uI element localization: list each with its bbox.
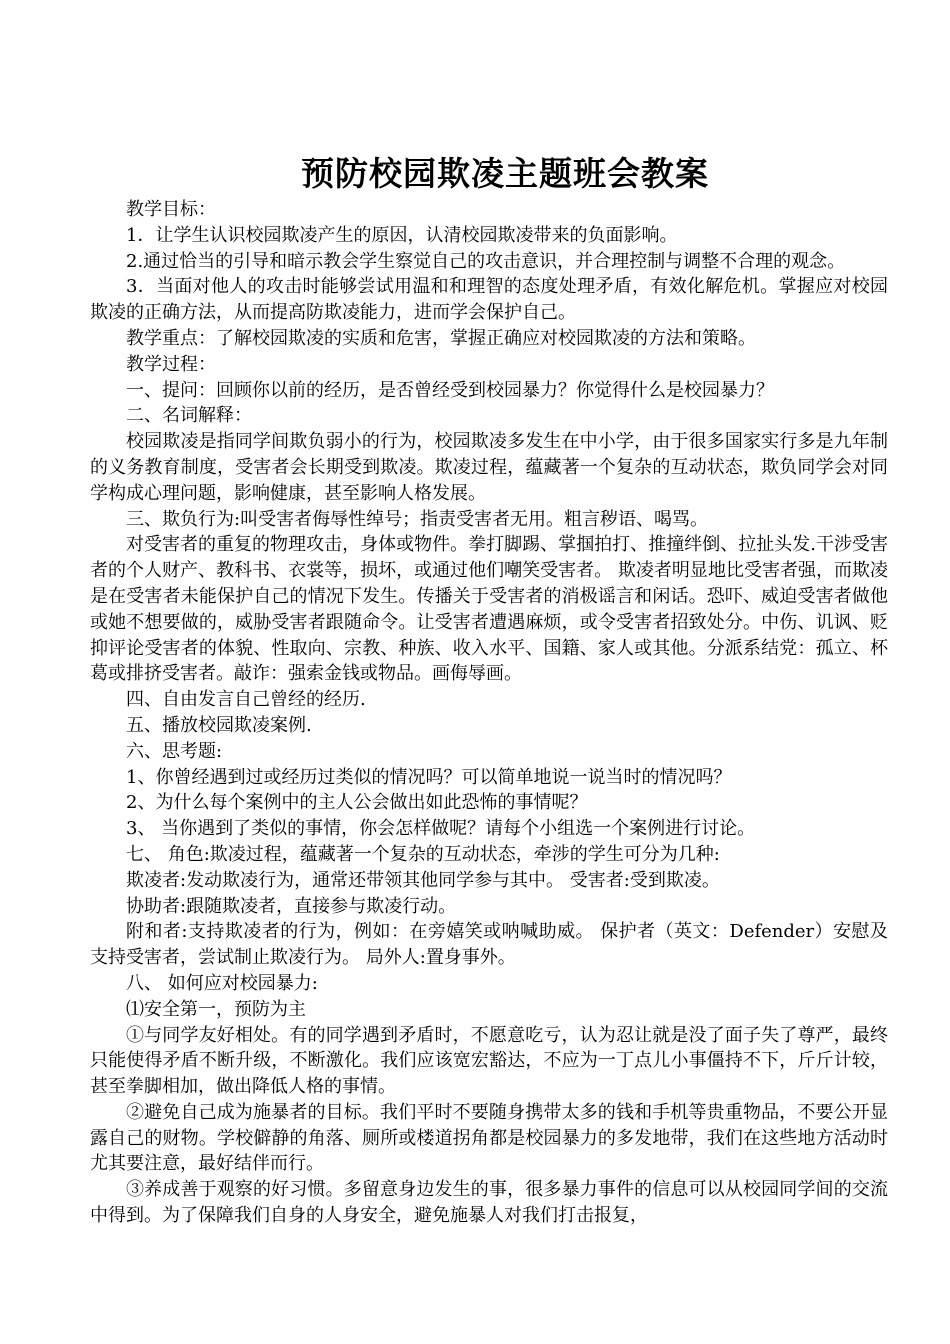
paragraph: 3．当面对他人的攻击时能够尝试用温和和理智的态度处理矛盾，有效化解危机。掌握应对校园欺凌的正确方法，从而提高防欺凌能力，进而学会保护自己。 — [90, 276, 888, 324]
paragraph: 一、提问：回顾你以前的经历，是否曾经受到校园暴力？你觉得什么是校园暴力？ — [126, 379, 774, 401]
paragraph: 教学过程： — [126, 353, 216, 375]
paragraph: 二、名词解释： — [126, 405, 252, 427]
paragraph: 1．让学生认识校园欺凌产生的原因，认清校园欺凌带来的负面影响。 — [126, 224, 678, 246]
paragraph: 教学重点：了解校园欺凌的实质和危害，掌握正确应对校园欺凌的方法和策略。 — [126, 327, 756, 349]
paragraph: ⑴安全第一，预防为主 — [126, 998, 306, 1020]
document-title: 预防校园欺凌主题班会教案 — [301, 154, 709, 193]
paragraph: ③养成善于观察的好习惯。多留意身边发生的事，很多暴力事件的信息可以从校园同学间的交流中得到。为了保障我们自身的人身安全，避免施暴人对我们打击报复， — [90, 1179, 888, 1227]
paragraph: 2.通过恰当的引导和暗示教会学生察觉自己的攻击意识，并合理控制与调整不合理的观念。 — [126, 250, 846, 272]
paragraph: ①与同学友好相处。有的同学遇到矛盾时，不愿意吃亏，认为忍让就是没了面子失了尊严，最终只能使得矛盾不断升级，不断激化。我们应该宽宏豁达，不应为一丁点儿小事僵持不下，斤斤计较，甚至拳脚相加，做出降低人格的事情。 — [90, 1024, 888, 1098]
paragraph: 欺凌者:发动欺凌行为，通常还带领其他同学参与其中。 受害者:受到欺凌。 — [126, 869, 720, 891]
paragraph: 六、思考题: — [126, 740, 223, 762]
paragraph: 附和者:支持欺凌者的行为，例如：在旁嬉笑或呐喊助威。 保护者（英文：Defender）安慰及支持受害者，尝试制止欺凌行为。 局外人:置身事外。 — [90, 921, 888, 969]
paragraph: ②避免自己成为施暴者的目标。我们平时不要随身携带太多的钱和手机等贵重物品，不要公开显露自己的财物。学校僻静的角落、厕所或楼道拐角都是校园暴力的多发地带，我们在这些地方活动时尤其要注意，最好结伴而行。 — [90, 1101, 888, 1175]
paragraph: 3、 当你遇到了类似的事情，你会怎样做呢？请每个小组选一个案例进行讨论。 — [126, 818, 756, 840]
paragraph: 八、 如何应对校园暴力: — [126, 972, 318, 994]
paragraph: 七、 角色:欺凌过程，蕴藏著一个复杂的互动状态，牵涉的学生可分为几种: — [126, 843, 720, 865]
paragraph: 四、自由发言自己曾经的经历. — [126, 689, 366, 711]
paragraph: 1、你曾经遇到过或经历过类似的情况吗？可以简单地说一说当时的情况吗？ — [126, 766, 732, 788]
paragraph: 五、播放校园欺凌案例. — [126, 714, 312, 736]
paragraph: 三、欺负行为:叫受害者侮辱性绰号；指责受害者无用。粗言秽语、喝骂。 — [126, 508, 709, 530]
paragraph: 协助者:跟随欺凌者，直接参与欺凌行动。 — [126, 895, 457, 917]
paragraph: 校园欺凌是指同学间欺负弱小的行为，校园欺凌多发生在中小学，由于很多国家实行多是九年制的义务教育制度，受害者会长期受到欺凌。欺凌过程，蕴藏著一个复杂的互动状态，欺负同学会对同学构成心理问题，影响健康，甚至影响人格发展。 — [90, 431, 888, 504]
paragraph: 教学目标： — [126, 199, 216, 220]
paragraph: 对受害者的重复的物理攻击，身体或物件。拳打脚踢、掌掴拍打、推撞绊倒、拉扯头发.干涉受害者的个人财产、教科书、衣裳等，损坏，或通过他们嘲笑受害者。 欺凌者明显地比受害者强，而欺凌是在受害者未能保护自己的情况下发生。传播关于受害者的消极谣言和闲话。恐吓、威迫受害者做他或她不想要做的，威胁受害者跟随命令。让受害者遭遇麻烦，或令受害者招致处分。中伤、讥讽、贬抑评论受害者的体貌、性取向、宗教、种族、收入水平、国籍、家人或其他。分派系结党：孤立、杯葛或排挤受害者。敲诈：强索金钱或物品。画侮辱画。 — [90, 534, 888, 685]
document-body — [90, 197, 888, 1229]
paragraph: 2、为什么每个案例中的主人公会做出如此恐怖的事情呢？ — [126, 792, 588, 814]
